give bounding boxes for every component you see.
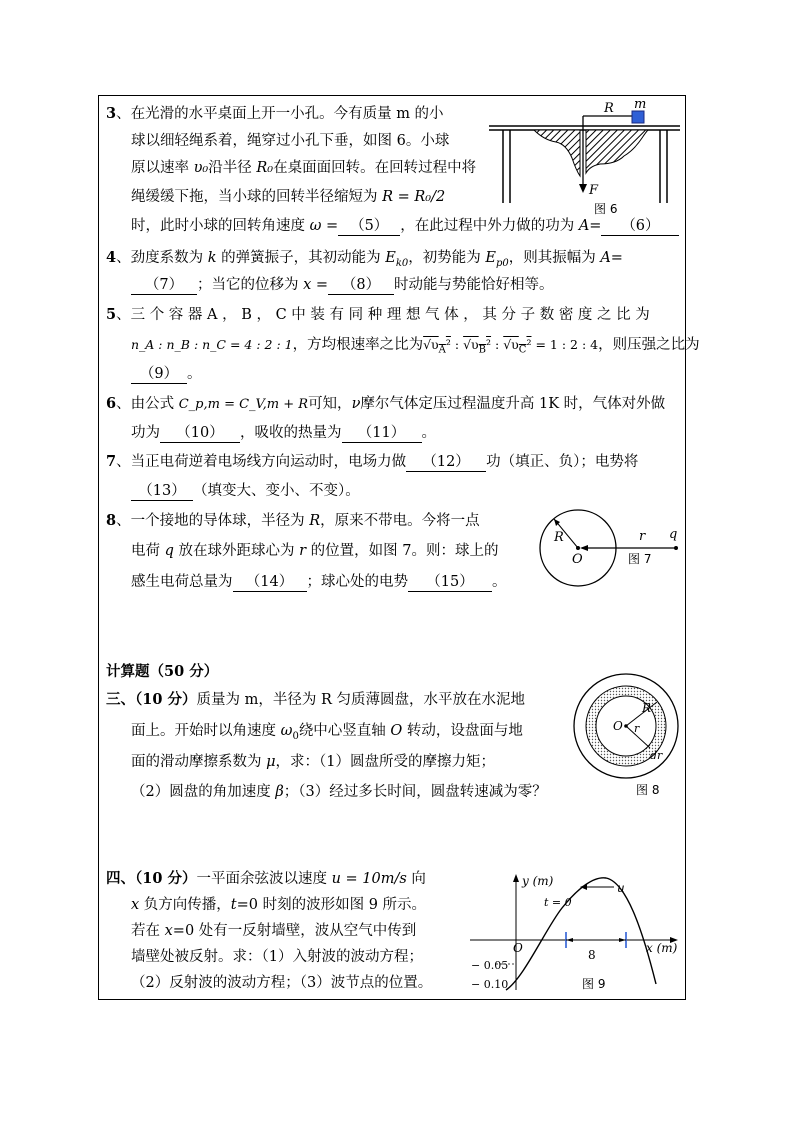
fig8-label-r: r — [634, 722, 640, 735]
figure-8 — [570, 672, 682, 800]
q3-line-5 — [131, 216, 679, 236]
q3-r0: R₀ — [256, 160, 274, 176]
q5-density-ratio: n_A : n_B : n_C = 4 : 2 : 1 — [131, 337, 293, 352]
fig9-wavelength-label: 8 — [588, 948, 596, 962]
p3-axis-O: O — [390, 723, 403, 739]
q8-text-1b: ，原来不带电。今将一点 — [320, 513, 480, 529]
calc-section-title: 计算题（50 分） — [106, 663, 219, 680]
q5-line-3 — [131, 364, 202, 384]
q4-text-2b: 时动能与势能恰好相等。 — [394, 277, 554, 293]
blank-11[interactable]: （11） — [342, 424, 422, 443]
q4-line-2 — [131, 275, 554, 295]
q5-text-3: 。 — [187, 366, 202, 382]
blank-7[interactable]: （7） — [131, 276, 197, 295]
q3-line-1 — [106, 104, 444, 124]
blank-10[interactable]: （10） — [160, 424, 240, 443]
q3-line-4 — [131, 187, 445, 207]
q4-text-2a: ；当它的位移为 — [197, 277, 304, 293]
q5-number: 5 — [106, 306, 117, 323]
q6-formula: C_p,m = C_V,m + R — [178, 397, 309, 412]
blank-14[interactable]: （14） — [233, 573, 307, 592]
p4-line-2 — [131, 895, 426, 915]
figure-7 — [536, 505, 684, 595]
p3-mu: μ — [266, 754, 276, 770]
q3-text-3c: 在桌面面回转。在回转过程中将 — [273, 160, 477, 176]
q5-rms-ratio: $√\upsilon_A^2$ : $√\upsilon_B^2$ : $√\upsilon_C^2 = 1$ : 2 : 4 — [423, 337, 599, 356]
p4-text-5: （2）反射波的波动方程；（3）波节点的位置。 — [131, 975, 433, 991]
q8-text-2b: 放在球外距球心为 — [173, 543, 300, 559]
q4-text-1b: 的弹簧振子，其初动能为 — [216, 250, 386, 266]
p3-text-1: 质量为 m，半径为 R 匀质薄圆盘，水平放在水泥地 — [196, 692, 525, 708]
q8-r: r — [299, 543, 307, 559]
p4-text-4: 墙壁处被反射。求：（1）入射波的波动方程； — [131, 949, 423, 965]
p3-line-2 — [131, 721, 523, 747]
p3-text-2b: 绕中心竖直轴 — [298, 723, 391, 739]
q7-number: 7 — [106, 453, 117, 470]
q4-ek: E — [385, 250, 396, 266]
q4-ek-sub: k0 — [395, 257, 409, 269]
fig7-label-q: q — [669, 527, 678, 542]
q4-text-1d: ，则其振幅为 — [508, 250, 601, 266]
q7-text-2: （填变大、变小、不变）。 — [193, 483, 360, 499]
p4-text-1a: 一平面余弦波以速度 — [196, 871, 332, 887]
q3-text-2: 球以细轻绳系着，绳穿过小孔下垂，如图 6。小球 — [131, 133, 450, 149]
p3-text-3b: ，求：（1）圆盘所受的摩擦力矩； — [275, 754, 496, 770]
q3-text-3a: 原以速率 — [131, 160, 194, 176]
q5-text-2b: ，则压强之比为 — [598, 337, 700, 353]
p4-line-4 — [131, 947, 423, 967]
q5-line-2 — [131, 335, 700, 361]
q3-v0: υ₀ — [193, 160, 209, 176]
q4-text-1a: 、劲度系数为 — [116, 250, 208, 266]
q8-q: q — [164, 543, 174, 559]
fig9-tick-010: − 0.10 — [471, 978, 509, 991]
p3-omega: ω — [280, 723, 293, 739]
q3-omega-eq: ω = — [309, 218, 339, 234]
q8-text-2c: 的位置，如图 7。则：球上的 — [306, 543, 499, 559]
q5-text-2a: ，方均根速率之比为 — [292, 337, 424, 353]
p4-text-2c: =0 时刻的波形如图 9 所示。 — [236, 897, 427, 913]
p4-line-3 — [131, 921, 416, 941]
p3-heading: 三、（10 分） — [106, 691, 197, 708]
q3-text-4a: 绳缓缓下拖，当小球的回转半径缩短为 — [131, 189, 383, 205]
q7-line-1 — [106, 452, 638, 472]
figure-6 — [486, 98, 686, 218]
q7-line-2 — [131, 481, 360, 501]
p4-heading: 四、（10 分） — [106, 870, 197, 887]
q6-number: 6 — [106, 395, 117, 412]
blank-12[interactable]: （12） — [406, 453, 486, 472]
fig9-caption: 图 9 — [582, 977, 606, 991]
q7-text-1a: 、当正电荷逆着电场线方向运动时，电场力做 — [116, 454, 407, 470]
q7-text-1b: 功（填正、负）；电势将 — [486, 454, 639, 470]
p4-t: t — [230, 897, 237, 913]
fig6-label-F: F — [589, 183, 599, 198]
q8-line-2 — [131, 541, 499, 561]
q6-line-1 — [106, 394, 665, 415]
p3-text-4b: ；（3）经过多长时间，圆盘转速减为零？ — [283, 784, 547, 800]
p4-text-1b: 向 — [406, 871, 426, 887]
fig6-caption: 图 6 — [594, 202, 618, 216]
fig7-label-O: O — [572, 552, 583, 567]
fig8-label-O: O — [613, 719, 623, 733]
fig8-label-dr: dr — [650, 749, 663, 762]
p3-line-4 — [131, 782, 547, 802]
q6-text-2b: ，吸收的热量为 — [240, 425, 342, 441]
q3-radius-eq: R = R₀/2 — [382, 189, 446, 205]
q4-ep-sub: p0 — [495, 257, 509, 269]
q6-text-2c: 。 — [421, 425, 436, 441]
p4-text-2b: 负方向传播， — [139, 897, 231, 913]
q5-rms-ratio-value: = 1 : 2 : 4 — [535, 337, 599, 352]
q3-number: 3 — [106, 105, 117, 122]
blank-6[interactable]: （6） — [601, 217, 679, 236]
q4-amplitude-A: A= — [600, 250, 623, 266]
q3-line-2 — [131, 131, 449, 151]
fig9-label-u: u — [617, 881, 625, 895]
blank-15[interactable]: （15） — [408, 573, 492, 592]
q4-ep: E — [485, 250, 496, 266]
fig9-origin: O — [513, 941, 523, 955]
p4-x: x — [131, 897, 140, 913]
p4-line-1 — [106, 869, 426, 889]
fig6-label-m: m — [634, 98, 647, 112]
q8-R: R — [309, 513, 321, 529]
q4-line-1 — [106, 248, 623, 274]
p3-line-1 — [106, 690, 525, 710]
fig7-caption: 图 7 — [628, 552, 652, 566]
q6-text-1c: 摩尔气体定压过程温度升高 1K 时，气体对外做 — [360, 396, 666, 412]
p3-omega-sub: 0 — [292, 730, 299, 742]
q3-text-5b: ，在此过程中外力做的功为 — [400, 218, 579, 234]
p4-text-3b: =0 处有一反射墙壁，波从空气中传到 — [172, 923, 417, 939]
fig7-label-R: R — [554, 530, 564, 545]
fig6-label-R: R — [604, 101, 614, 116]
figure-9 — [466, 868, 684, 996]
p3-text-3a: 面的滑动摩擦系数为 — [131, 754, 267, 770]
q8-text-2a: 电荷 — [131, 543, 165, 559]
fig9-xlabel: x (m) — [646, 941, 678, 955]
q8-number: 8 — [106, 512, 117, 529]
p3-text-2a: 面上。开始时以角速度 — [131, 723, 281, 739]
q4-number: 4 — [106, 249, 117, 266]
p3-line-3 — [131, 752, 495, 772]
fig8-caption: 图 8 — [636, 783, 660, 797]
p4-speed: u = 10m/s — [331, 871, 407, 887]
blank-8[interactable]: （8） — [328, 276, 394, 295]
q6-text-1a: 、由公式 — [116, 396, 179, 412]
q5-line-1 — [106, 305, 650, 325]
q3-text-5a: 时，此时小球的回转角速度 — [131, 218, 310, 234]
q3-text-3b: 沿半径 — [208, 160, 257, 176]
q8-text-3a: 感生电荷总量为 — [131, 574, 233, 590]
q6-nu: ν — [351, 396, 361, 412]
q3-work-A: A= — [578, 218, 602, 234]
q8-text-1a: 、一个接地的导体球，半径为 — [116, 513, 310, 529]
blank-5[interactable]: （5） — [338, 217, 400, 236]
p3-beta: β — [275, 784, 284, 800]
q8-text-3b: ；球心处的电势 — [306, 574, 408, 590]
fig8-label-R: R — [642, 701, 652, 715]
p3-text-2c: 转动，设盘面与地 — [402, 723, 523, 739]
q4-text-1c: ，初势能为 — [408, 250, 486, 266]
q5-text-1: 、三 个 容 器 A ， B ， C 中 装 有 同 种 理 想 气 体 ， 其 分 子 数 密 度 之 比 为 — [116, 307, 650, 323]
fig9-ylabel: y (m) — [522, 874, 554, 888]
fig9-label-t0: t = 0 — [544, 896, 572, 909]
fig9-tick-005: − 0.05 — [471, 959, 509, 972]
q6-text-2a: 功为 — [131, 425, 160, 441]
q6-text-1b: 可知， — [308, 396, 352, 412]
p4-text-3a: 若在 — [131, 923, 165, 939]
q3-text-1: 、在光滑的水平桌面上开一小孔。今有质量 m 的小 — [116, 106, 444, 122]
blank-13[interactable]: （13） — [131, 482, 193, 501]
q8-text-3c: 。 — [492, 574, 507, 590]
p3-text-4a: （2）圆盘的角加速度 — [131, 784, 276, 800]
q3-line-3 — [131, 158, 476, 178]
fig7-label-r: r — [639, 529, 646, 544]
p4-x0: x — [164, 923, 173, 939]
q8-line-1 — [106, 511, 480, 531]
blank-9[interactable]: （9） — [131, 365, 187, 384]
q4-k: k — [207, 250, 217, 266]
q6-line-2 — [131, 423, 436, 443]
p4-line-5 — [131, 973, 432, 993]
q8-line-3 — [131, 572, 507, 592]
q4-x: x = — [303, 277, 329, 293]
